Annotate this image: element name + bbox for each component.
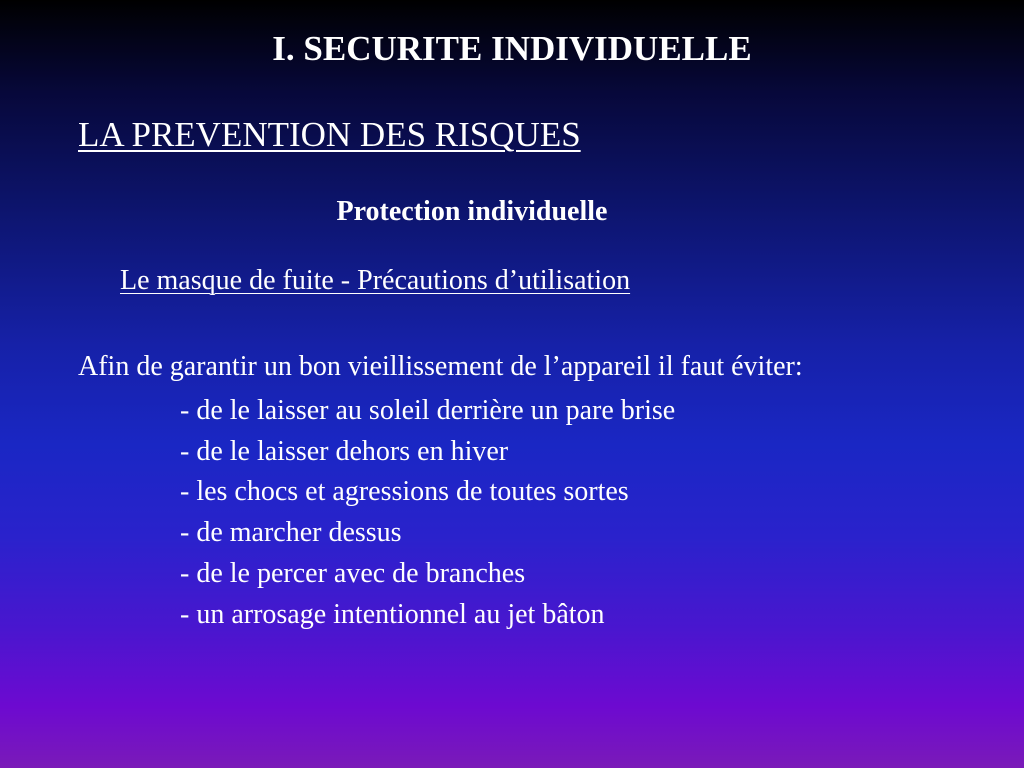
list-item: - de le laisser au soleil derrière un pare brise bbox=[180, 395, 676, 426]
section-heading: Protection individuelle bbox=[336, 196, 608, 227]
list-item: - de le laisser dehors en hiver bbox=[180, 435, 509, 467]
list-item: - de le percer avec de branches bbox=[180, 557, 526, 589]
list-item: - les chocs et agressions de toutes sortes bbox=[180, 476, 629, 508]
intro-text: Afin de garantir un bon vieillissement de l’appareil il faut éviter: bbox=[78, 351, 803, 382]
list-item: - de marcher dessus bbox=[180, 517, 402, 549]
slide-title: I. SECURITE INDIVIDUELLE bbox=[272, 29, 752, 68]
topic-heading: Le masque de fuite - Précautions d’utilisation bbox=[120, 265, 631, 296]
precautions-list bbox=[180, 391, 675, 635]
slide-subtitle: LA PREVENTION DES RISQUES bbox=[78, 115, 581, 154]
list-item: - un arrosage intentionnel au jet bâton bbox=[180, 598, 605, 630]
